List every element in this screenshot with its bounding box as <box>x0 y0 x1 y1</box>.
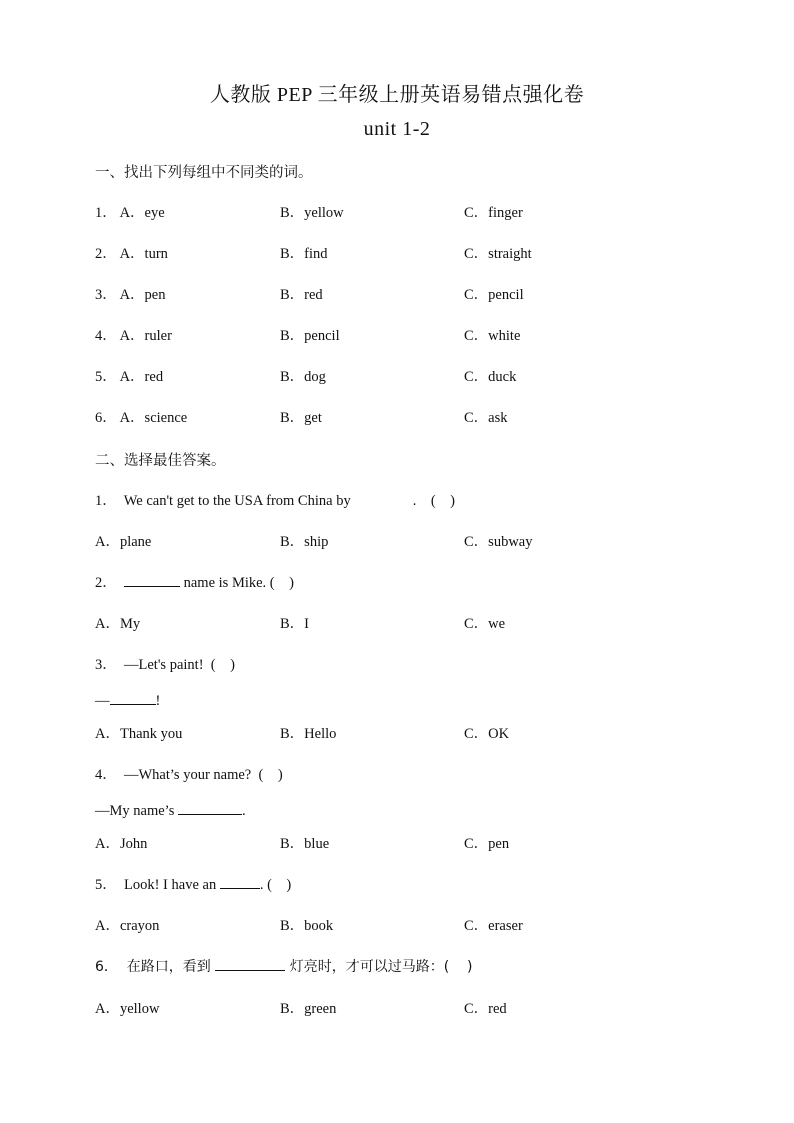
s2-q2-options <box>0 612 794 634</box>
s1-question-6 <box>0 406 794 428</box>
s1-question-4 <box>0 324 794 346</box>
s2-q5-option-b: B．book <box>280 918 334 934</box>
s1-q4-number: 4． A．ruler <box>95 328 172 344</box>
s2-q1-options <box>0 530 794 552</box>
s1-q3-number: 3． A．pen <box>95 287 166 303</box>
s1-question-2 <box>0 242 794 264</box>
s2-q1-stem: 1． We can't get to the USA from China by . ( ) <box>95 493 455 509</box>
s2-q1-option-c: C．subway <box>464 534 533 550</box>
s1-q4-option-b: B．pencil <box>280 328 340 344</box>
s2-q1-option-a: A．plane <box>95 534 152 550</box>
section-2-heading: 二、选择最佳答案。 <box>95 453 226 469</box>
s2-q1-option-b: B．ship <box>280 534 329 550</box>
s2-q5-stem: 5． Look! I have an . ( ) <box>95 873 291 894</box>
s2-q6-option-b: B．green <box>280 1001 337 1017</box>
page-subtitle: unit 1-2 <box>363 118 431 140</box>
page-title: 人教版 PEP 三年级上册英语易错点强化卷 <box>209 84 585 106</box>
s2-q5-option-c: C．eraser <box>464 918 523 934</box>
s2-q5-blank <box>220 874 260 889</box>
s2-q3-blank <box>110 690 156 705</box>
s2-q4-reply: —My name’s . <box>95 800 246 820</box>
s2-q2-option-b: B．I <box>280 616 309 632</box>
s1-q3-option-b: B．red <box>280 287 323 303</box>
s1-q3-option-c: C．pencil <box>464 287 524 303</box>
s2-q2-stem: 2． name is Mike. ( ) <box>95 571 294 592</box>
s1-q2-number: 2． A．turn <box>95 246 168 262</box>
s1-q1-number: 1． A．eye <box>95 205 165 221</box>
s1-q2-option-b: B．find <box>280 246 328 262</box>
s1-q5-option-c: C．duck <box>464 369 517 385</box>
s1-question-5 <box>0 365 794 387</box>
s1-q5-option-b: B．dog <box>280 369 326 385</box>
s1-q4-option-c: C．white <box>464 328 521 344</box>
s2-q3-stem: 3． —Let's paint! ( ) <box>95 657 235 673</box>
s1-q6-option-c: C．ask <box>464 410 508 426</box>
s2-q2-option-a: A．My <box>95 616 141 632</box>
s2-q2-option-c: C．we <box>464 616 506 632</box>
s2-q5-options <box>0 914 794 936</box>
s2-q3-options <box>0 722 794 744</box>
s2-q2-blank <box>124 572 180 587</box>
s1-q1-option-b: B．yellow <box>280 205 344 221</box>
s2-q3-option-b: B．Hello <box>280 726 337 742</box>
s2-q6-option-c: C．red <box>464 1001 507 1017</box>
s2-q3-option-a: A．Thank you <box>95 726 183 742</box>
s1-q1-option-c: C．finger <box>464 205 523 221</box>
s1-q2-option-c: C．straight <box>464 246 532 262</box>
s1-question-3 <box>0 283 794 305</box>
s2-q4-option-b: B．blue <box>280 836 330 852</box>
s2-q4-blank <box>178 800 242 815</box>
s2-q3-reply: — ! <box>95 690 160 710</box>
s2-q3-option-c: C．OK <box>464 726 510 742</box>
section-1-heading: 一、找出下列每组中不同类的词。 <box>95 165 313 181</box>
s2-q4-option-a: A．John <box>95 836 148 852</box>
s1-question-1 <box>0 201 794 223</box>
s2-q6-blank <box>215 956 285 971</box>
s2-q4-stem: 4． —What’s your name? ( ) <box>95 767 283 783</box>
s1-q5-number: 5． A．red <box>95 369 164 385</box>
s1-q6-option-b: B．get <box>280 410 322 426</box>
s2-q6-option-a: A．yellow <box>95 1001 160 1017</box>
s1-q6-number: 6． A．science <box>95 410 188 426</box>
s2-q4-option-c: C．pen <box>464 836 510 852</box>
s2-q4-options <box>0 832 794 854</box>
s2-q5-option-a: A．crayon <box>95 918 160 934</box>
s2-q6-stem: 6． 在路口，看到 灯亮时，才可以过马路：( ) <box>95 956 472 976</box>
s2-q6-options <box>0 997 794 1019</box>
